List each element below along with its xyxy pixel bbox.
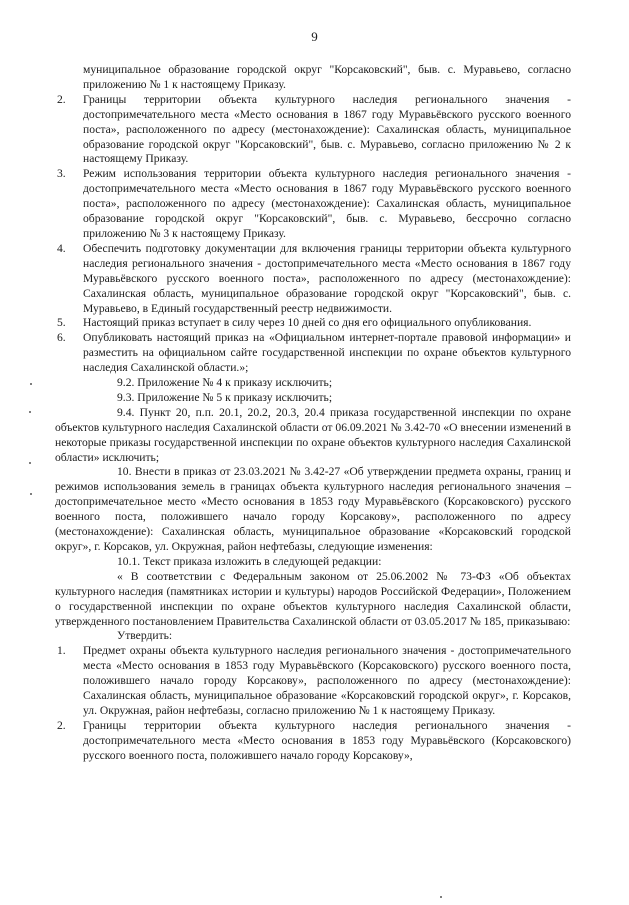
list-item-3 bbox=[55, 167, 571, 242]
list-item-2 bbox=[55, 93, 571, 168]
list-item-text: Обеспечить подготовку документации для включения границы территории объекта культурного наследия регионального значения - достопримечательного места «Место основания в 1867 году Муравьёвского русского военного поста», расположенного по адресу (местонахождение): Сахалинская область, муниципальное образование городской округ "Корсаковский", быв. с. Муравьево, в Единый государственный реестр недвижимости. bbox=[83, 241, 571, 315]
list-number: 3. bbox=[57, 167, 66, 181]
scan-dot bbox=[29, 462, 31, 464]
page-number: 9 bbox=[311, 29, 318, 44]
scan-dot bbox=[440, 896, 442, 898]
approve-heading: Утвердить: bbox=[117, 629, 173, 643]
list-item-text: Настоящий приказ вступает в силу через 10 дней со дня его официального опубликования. bbox=[83, 316, 532, 330]
subpoint-9-3: 9.3. Приложение № 5 к приказу исключить; bbox=[117, 390, 333, 404]
document-body bbox=[55, 63, 571, 764]
list-item-text: Границы территории объекта культурного наследия регионального значения - достопримечательного места «Место основания в 1867 году Муравьёвского русского военного поста», расположенного по адресу (местонахождение): Сахалинская область, муниципальное образование городской округ "Корсаковский", быв. с. Муравьево, согласно приложению № 2 к настоящему Приказу. bbox=[83, 92, 571, 166]
paragraph-continuation: муниципальное образование городской округ "Корсаковский", быв. с. Муравьево, согласно приложению № 1 к настоящему Приказу. bbox=[83, 63, 571, 91]
subpoint-10-1: 10.1. Текст приказа изложить в следующей редакции: bbox=[117, 554, 382, 568]
point-10: 10. Внести в приказ от 23.03.2021 № 3.42-27 «Об утверждении предмета охраны, границ и режимов использования земель в границах объекта культурного наследия регионального значения – достопримечательное место «Место основания в 1853 году Муравьёвского (Корсаковского) русского военного поста, положившего начало городу Корсакову», расположенного по адресу (местонахождение): Сахалинская область, муниципальное образование «Корсаковский городской округ», г. Корсаков, ул. Окружная, район нефтебазы, следующие изменения: bbox=[55, 465, 571, 553]
list-item-5 bbox=[55, 316, 571, 331]
list-number: 1. bbox=[57, 644, 66, 658]
list-number: 5. bbox=[57, 316, 66, 330]
new-list-item-1 bbox=[55, 644, 571, 719]
list-number: 2. bbox=[57, 718, 66, 732]
list-item-text: Границы территории объекта культурного наследия регионального значения - достопримечательного места «Место основания в 1853 году Муравьёвского (Корсаковского) русского военного поста, положившего начало городу Корсакову», bbox=[83, 718, 571, 762]
list-item-text: Опубликовать настоящий приказ на «Официальном интернет-портале правовой информации» и разместить на официальном сайте государственной инспекции по охране объектов культурного наследия Сахалинской области.»; bbox=[83, 331, 571, 375]
list-item-text: Предмет охраны объекта культурного наследия регионального значения - достопримечательного места «Место основания в 1853 году Муравьёвского (Корсаковского) русского военного поста, положившего начало городу Корсакову», расположенного по адресу (местонахождение): Сахалинская область, муниципальное образование «Корсаковский городской округ», г. Корсаков, ул. Окружная, район нефтебазы, согласно приложению № 1 к настоящему Приказу. bbox=[83, 644, 571, 717]
list-number: 4. bbox=[57, 241, 66, 255]
list-number: 6. bbox=[57, 331, 66, 345]
quoted-preamble: « В соответствии с Федеральным законом от 25.06.2002 № 73-ФЗ «Об объектах культурного наследия (памятниках истории и культуры) народов Российской Федерации», Положением о государственной инспекции по охране объектов культурного наследия Сахалинской области, утвержденного постановлением Правительства Сахалинской области от 03.05.2017 № 185, приказываю: bbox=[55, 569, 571, 628]
subpoint-9-4: 9.4. Пункт 20, п.п. 20.1, 20.2, 20.3, 20.4 приказа государственной инспекции по охране объектов культурного наследия Сахалинской области от 06.09.2021 № 3.42-70 «О внесении изменений в некоторые приказы государственной инспекции по охране объектов культурного наследия Сахалинской области» исключить; bbox=[55, 405, 571, 464]
scan-dot bbox=[30, 493, 32, 495]
scan-dot bbox=[29, 411, 31, 413]
new-list-item-2 bbox=[55, 719, 571, 764]
list-item-4 bbox=[55, 242, 571, 317]
subpoint-9-2: 9.2. Приложение № 4 к приказу исключить; bbox=[117, 376, 333, 390]
list-item-6 bbox=[55, 331, 571, 376]
list-item-text: Режим использования территории объекта культурного наследия регионального значения - достопримечательного места «Место основания в 1867 году Муравьёвского русского военного поста», расположенного по адресу (местонахождение): Сахалинская область, муниципальное образование городской округ "Корсаковский", быв. с. Муравьево, бессрочно согласно приложению № 3 к настоящему Приказу. bbox=[83, 167, 571, 240]
scan-dot bbox=[30, 383, 32, 385]
list-number: 2. bbox=[57, 92, 66, 106]
